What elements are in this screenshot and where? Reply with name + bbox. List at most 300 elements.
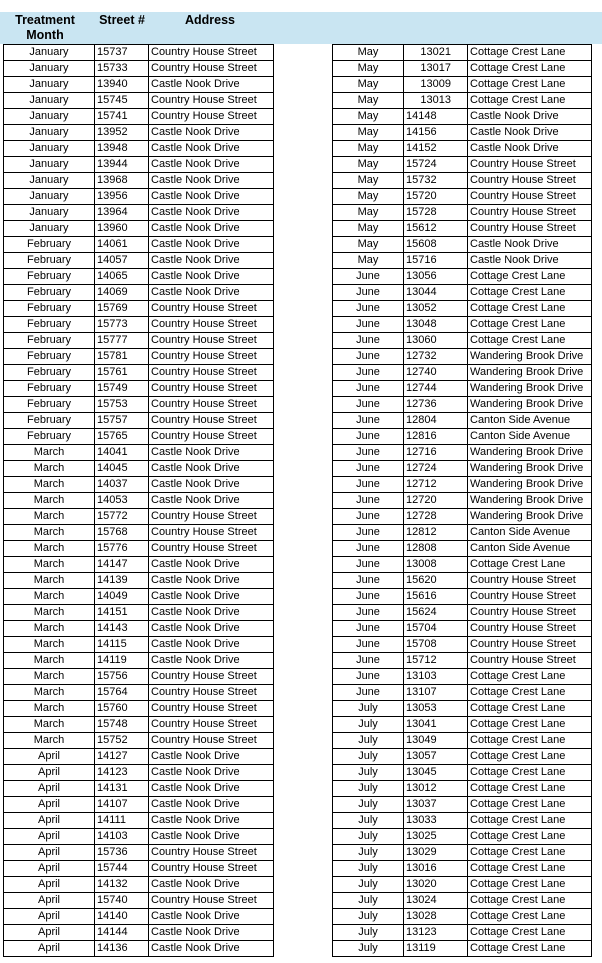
table-row (333, 477, 592, 493)
street-number-cell: 14143 (95, 621, 149, 637)
street-number-cell: 14053 (95, 493, 149, 509)
street-number-cell: 15608 (404, 237, 468, 253)
address-cell: Country House Street (149, 365, 274, 381)
month-cell: March (4, 685, 95, 701)
month-cell: July (333, 845, 404, 861)
table-row (333, 781, 592, 797)
month-cell: June (333, 541, 404, 557)
street-number-cell: 13107 (404, 685, 468, 701)
table-row (333, 605, 592, 621)
table-row (333, 541, 592, 557)
address-cell: Country House Street (149, 717, 274, 733)
table-row (4, 621, 274, 637)
table-row (4, 845, 274, 861)
street-number-cell: 13103 (404, 669, 468, 685)
table-row (333, 333, 592, 349)
address-cell: Cottage Crest Lane (468, 77, 592, 93)
street-number-cell: 13944 (95, 157, 149, 173)
address-cell: Cottage Crest Lane (468, 333, 592, 349)
street-number-cell: 15769 (95, 301, 149, 317)
street-number-cell: 14065 (95, 269, 149, 285)
street-number-cell: 13060 (404, 333, 468, 349)
street-number-cell: 13952 (95, 125, 149, 141)
month-cell: January (4, 141, 95, 157)
table-row (4, 125, 274, 141)
month-cell: June (333, 413, 404, 429)
address-cell: Wandering Brook Drive (468, 397, 592, 413)
table-row (333, 509, 592, 525)
address-cell: Cottage Crest Lane (468, 749, 592, 765)
address-cell: Country House Street (468, 637, 592, 653)
address-cell: Country House Street (149, 45, 274, 61)
street-number-cell: 15757 (95, 413, 149, 429)
table-row (4, 237, 274, 253)
address-cell: Cottage Crest Lane (468, 941, 592, 957)
address-cell: Wandering Brook Drive (468, 493, 592, 509)
month-cell: May (333, 109, 404, 125)
month-cell: January (4, 221, 95, 237)
address-cell: Castle Nook Drive (149, 461, 274, 477)
header-address: Address (184, 13, 236, 27)
month-cell: April (4, 845, 95, 861)
month-cell: March (4, 669, 95, 685)
address-cell: Country House Street (149, 381, 274, 397)
table-row (333, 189, 592, 205)
address-cell: Castle Nook Drive (149, 605, 274, 621)
month-cell: January (4, 93, 95, 109)
month-cell: February (4, 429, 95, 445)
address-cell: Castle Nook Drive (149, 173, 274, 189)
address-cell: Country House Street (468, 653, 592, 669)
month-cell: February (4, 381, 95, 397)
street-number-cell: 15728 (404, 205, 468, 221)
table-row (4, 509, 274, 525)
street-number-cell: 14049 (95, 589, 149, 605)
address-cell: Country House Street (149, 669, 274, 685)
month-cell: June (333, 349, 404, 365)
street-number-cell: 12808 (404, 541, 468, 557)
month-cell: January (4, 45, 95, 61)
address-cell: Castle Nook Drive (149, 749, 274, 765)
table-row (4, 541, 274, 557)
street-number-cell: 15720 (404, 189, 468, 205)
month-cell: May (333, 125, 404, 141)
table-row (333, 173, 592, 189)
street-number-cell: 13017 (404, 61, 468, 77)
table-row (333, 157, 592, 173)
street-number-cell: 15760 (95, 701, 149, 717)
street-number-cell: 13964 (95, 205, 149, 221)
street-number-cell: 13041 (404, 717, 468, 733)
month-cell: January (4, 77, 95, 93)
month-cell: June (333, 621, 404, 637)
table-row (333, 941, 592, 957)
street-number-cell: 13012 (404, 781, 468, 797)
street-number-cell: 13053 (404, 701, 468, 717)
table-row (333, 109, 592, 125)
table-row (4, 317, 274, 333)
month-cell: July (333, 861, 404, 877)
address-cell: Wandering Brook Drive (468, 381, 592, 397)
table-row (333, 461, 592, 477)
street-number-cell: 13024 (404, 893, 468, 909)
month-cell: June (333, 365, 404, 381)
address-cell: Cottage Crest Lane (468, 829, 592, 845)
address-cell: Cottage Crest Lane (468, 317, 592, 333)
address-cell: Country House Street (149, 685, 274, 701)
address-cell: Castle Nook Drive (149, 493, 274, 509)
month-cell: March (4, 717, 95, 733)
street-number-cell: 12728 (404, 509, 468, 525)
month-cell: March (4, 477, 95, 493)
street-number-cell: 15772 (95, 509, 149, 525)
table-row (4, 557, 274, 573)
address-cell: Country House Street (149, 61, 274, 77)
month-cell: January (4, 125, 95, 141)
month-cell: May (333, 45, 404, 61)
table-row (4, 157, 274, 173)
address-cell: Country House Street (149, 109, 274, 125)
month-cell: April (4, 925, 95, 941)
address-cell: Wandering Brook Drive (468, 445, 592, 461)
address-cell: Castle Nook Drive (149, 237, 274, 253)
street-number-cell: 15764 (95, 685, 149, 701)
month-cell: June (333, 637, 404, 653)
street-number-cell: 15777 (95, 333, 149, 349)
street-number-cell: 12724 (404, 461, 468, 477)
street-number-cell: 14131 (95, 781, 149, 797)
table-row (4, 173, 274, 189)
address-cell: Cottage Crest Lane (468, 61, 592, 77)
table-row (4, 525, 274, 541)
street-number-cell: 13016 (404, 861, 468, 877)
month-cell: April (4, 765, 95, 781)
table-row (4, 717, 274, 733)
street-number-cell: 14156 (404, 125, 468, 141)
street-number-cell: 13048 (404, 317, 468, 333)
address-cell: Wandering Brook Drive (468, 461, 592, 477)
month-cell: January (4, 205, 95, 221)
street-number-cell: 13956 (95, 189, 149, 205)
street-number-cell: 12732 (404, 349, 468, 365)
table-row (333, 317, 592, 333)
table-row (333, 573, 592, 589)
address-cell: Castle Nook Drive (468, 109, 592, 125)
month-cell: March (4, 605, 95, 621)
address-cell: Castle Nook Drive (149, 829, 274, 845)
address-cell: Castle Nook Drive (468, 253, 592, 269)
month-cell: July (333, 877, 404, 893)
table-row (333, 269, 592, 285)
address-cell: Country House Street (149, 733, 274, 749)
street-number-cell: 14147 (95, 557, 149, 573)
address-cell: Country House Street (468, 221, 592, 237)
address-cell: Country House Street (149, 93, 274, 109)
table-row (4, 461, 274, 477)
table-row (333, 365, 592, 381)
address-cell: Castle Nook Drive (149, 765, 274, 781)
table-row (4, 861, 274, 877)
street-number-cell: 14152 (404, 141, 468, 157)
table-row (333, 253, 592, 269)
street-number-cell: 15624 (404, 605, 468, 621)
address-cell: Wandering Brook Drive (468, 349, 592, 365)
address-cell: Castle Nook Drive (468, 237, 592, 253)
table-row (4, 573, 274, 589)
street-number-cell: 13009 (404, 77, 468, 93)
table-row (333, 429, 592, 445)
month-cell: March (4, 701, 95, 717)
street-number-cell: 14136 (95, 941, 149, 957)
table-row (4, 909, 274, 925)
street-number-cell: 13052 (404, 301, 468, 317)
address-cell: Castle Nook Drive (149, 653, 274, 669)
table-row (333, 45, 592, 61)
street-number-cell: 15616 (404, 589, 468, 605)
street-number-cell: 13008 (404, 557, 468, 573)
table-row (4, 397, 274, 413)
month-cell: June (333, 333, 404, 349)
address-cell: Castle Nook Drive (149, 797, 274, 813)
month-cell: March (4, 525, 95, 541)
address-cell: Cottage Crest Lane (468, 909, 592, 925)
street-number-cell: 15732 (404, 173, 468, 189)
street-number-cell: 12716 (404, 445, 468, 461)
month-cell: March (4, 509, 95, 525)
table-row (4, 653, 274, 669)
street-number-cell: 15745 (95, 93, 149, 109)
address-cell: Cottage Crest Lane (468, 685, 592, 701)
street-number-cell: 15748 (95, 717, 149, 733)
month-cell: January (4, 61, 95, 77)
month-cell: June (333, 429, 404, 445)
month-cell: February (4, 365, 95, 381)
street-number-cell: 14119 (95, 653, 149, 669)
street-number-cell: 15708 (404, 637, 468, 653)
address-cell: Castle Nook Drive (149, 925, 274, 941)
month-cell: June (333, 589, 404, 605)
month-cell: June (333, 381, 404, 397)
month-cell: April (4, 829, 95, 845)
month-cell: May (333, 93, 404, 109)
street-number-cell: 14111 (95, 813, 149, 829)
month-cell: February (4, 253, 95, 269)
table-row (333, 125, 592, 141)
address-cell: Cottage Crest Lane (468, 765, 592, 781)
address-cell: Castle Nook Drive (149, 573, 274, 589)
table-row (4, 477, 274, 493)
table-row (4, 493, 274, 509)
address-cell: Country House Street (149, 429, 274, 445)
table-row (333, 301, 592, 317)
month-cell: February (4, 285, 95, 301)
table-row (333, 861, 592, 877)
street-number-cell: 15712 (404, 653, 468, 669)
month-cell: May (333, 173, 404, 189)
table-row (333, 381, 592, 397)
address-cell: Castle Nook Drive (149, 557, 274, 573)
table-row (4, 445, 274, 461)
table-row (333, 765, 592, 781)
table-row (4, 893, 274, 909)
month-cell: March (4, 653, 95, 669)
table-row (4, 589, 274, 605)
address-cell: Cottage Crest Lane (468, 669, 592, 685)
address-cell: Castle Nook Drive (149, 877, 274, 893)
right-table (332, 44, 592, 957)
address-cell: Castle Nook Drive (149, 589, 274, 605)
address-cell: Castle Nook Drive (149, 941, 274, 957)
month-cell: July (333, 781, 404, 797)
street-number-cell: 13033 (404, 813, 468, 829)
month-cell: April (4, 813, 95, 829)
address-cell: Cottage Crest Lane (468, 717, 592, 733)
address-cell: Country House Street (149, 333, 274, 349)
street-number-cell: 15749 (95, 381, 149, 397)
table-row (4, 701, 274, 717)
address-cell: Cottage Crest Lane (468, 877, 592, 893)
table-row (333, 493, 592, 509)
table-row (333, 237, 592, 253)
month-cell: March (4, 541, 95, 557)
table-row (4, 925, 274, 941)
street-number-cell: 14151 (95, 605, 149, 621)
month-cell: June (333, 301, 404, 317)
month-cell: March (4, 445, 95, 461)
month-cell: June (333, 477, 404, 493)
month-cell: June (333, 525, 404, 541)
street-number-cell: 15781 (95, 349, 149, 365)
month-cell: June (333, 285, 404, 301)
table-row (333, 285, 592, 301)
table-row (4, 781, 274, 797)
table-row (4, 77, 274, 93)
month-cell: April (4, 877, 95, 893)
table-row (333, 413, 592, 429)
month-cell: May (333, 189, 404, 205)
street-number-cell: 13020 (404, 877, 468, 893)
month-cell: July (333, 797, 404, 813)
address-cell: Country House Street (149, 397, 274, 413)
street-number-cell: 15716 (404, 253, 468, 269)
address-cell: Castle Nook Drive (149, 477, 274, 493)
month-cell: June (333, 493, 404, 509)
month-cell: March (4, 493, 95, 509)
table-row (333, 141, 592, 157)
month-cell: February (4, 269, 95, 285)
month-cell: April (4, 797, 95, 813)
month-cell: July (333, 941, 404, 957)
address-cell: Country House Street (149, 317, 274, 333)
table-row (4, 813, 274, 829)
month-cell: June (333, 397, 404, 413)
street-number-cell: 15776 (95, 541, 149, 557)
street-number-cell: 14139 (95, 573, 149, 589)
table-row (4, 109, 274, 125)
street-number-cell: 12736 (404, 397, 468, 413)
street-number-cell: 14057 (95, 253, 149, 269)
street-number-cell: 15773 (95, 317, 149, 333)
address-cell: Canton Side Avenue (468, 541, 592, 557)
month-cell: March (4, 733, 95, 749)
month-cell: June (333, 669, 404, 685)
table-row (333, 589, 592, 605)
table-row (4, 301, 274, 317)
table-row (333, 557, 592, 573)
month-cell: June (333, 269, 404, 285)
table-row (333, 909, 592, 925)
street-number-cell: 14144 (95, 925, 149, 941)
street-number-cell: 12812 (404, 525, 468, 541)
table-row (333, 701, 592, 717)
month-cell: June (333, 461, 404, 477)
table-row (333, 397, 592, 413)
month-cell: June (333, 605, 404, 621)
street-number-cell: 15620 (404, 573, 468, 589)
address-cell: Country House Street (149, 525, 274, 541)
address-cell: Castle Nook Drive (149, 813, 274, 829)
street-number-cell: 13968 (95, 173, 149, 189)
month-cell: April (4, 861, 95, 877)
header-treatment-month: Treatment Month (15, 13, 75, 42)
street-number-cell: 13037 (404, 797, 468, 813)
table-row (4, 765, 274, 781)
month-cell: January (4, 173, 95, 189)
month-cell: February (4, 317, 95, 333)
address-cell: Cottage Crest Lane (468, 893, 592, 909)
address-cell: Castle Nook Drive (149, 253, 274, 269)
address-cell: Castle Nook Drive (149, 621, 274, 637)
month-cell: May (333, 141, 404, 157)
table-row (4, 253, 274, 269)
month-cell: July (333, 893, 404, 909)
address-cell: Cottage Crest Lane (468, 781, 592, 797)
street-number-cell: 14103 (95, 829, 149, 845)
month-cell: April (4, 749, 95, 765)
month-cell: March (4, 621, 95, 637)
street-number-cell: 15761 (95, 365, 149, 381)
table-row (4, 429, 274, 445)
address-cell: Cottage Crest Lane (468, 925, 592, 941)
month-cell: May (333, 157, 404, 173)
address-cell: Wandering Brook Drive (468, 477, 592, 493)
street-number-cell: 14148 (404, 109, 468, 125)
address-cell: Country House Street (149, 861, 274, 877)
address-cell: Country House Street (149, 509, 274, 525)
address-cell: Country House Street (468, 589, 592, 605)
month-cell: March (4, 589, 95, 605)
month-cell: June (333, 685, 404, 701)
month-cell: July (333, 813, 404, 829)
address-cell: Country House Street (468, 205, 592, 221)
table-row (333, 717, 592, 733)
table-row (4, 205, 274, 221)
address-cell: Castle Nook Drive (149, 205, 274, 221)
street-number-cell: 13025 (404, 829, 468, 845)
address-cell: Castle Nook Drive (468, 125, 592, 141)
street-number-cell: 12712 (404, 477, 468, 493)
street-number-cell: 13013 (404, 93, 468, 109)
street-number-cell: 13119 (404, 941, 468, 957)
street-number-cell: 15741 (95, 109, 149, 125)
month-cell: February (4, 397, 95, 413)
month-cell: May (333, 221, 404, 237)
month-cell: June (333, 573, 404, 589)
address-cell: Castle Nook Drive (149, 141, 274, 157)
street-number-cell: 13948 (95, 141, 149, 157)
street-number-cell: 14115 (95, 637, 149, 653)
table-row (333, 877, 592, 893)
